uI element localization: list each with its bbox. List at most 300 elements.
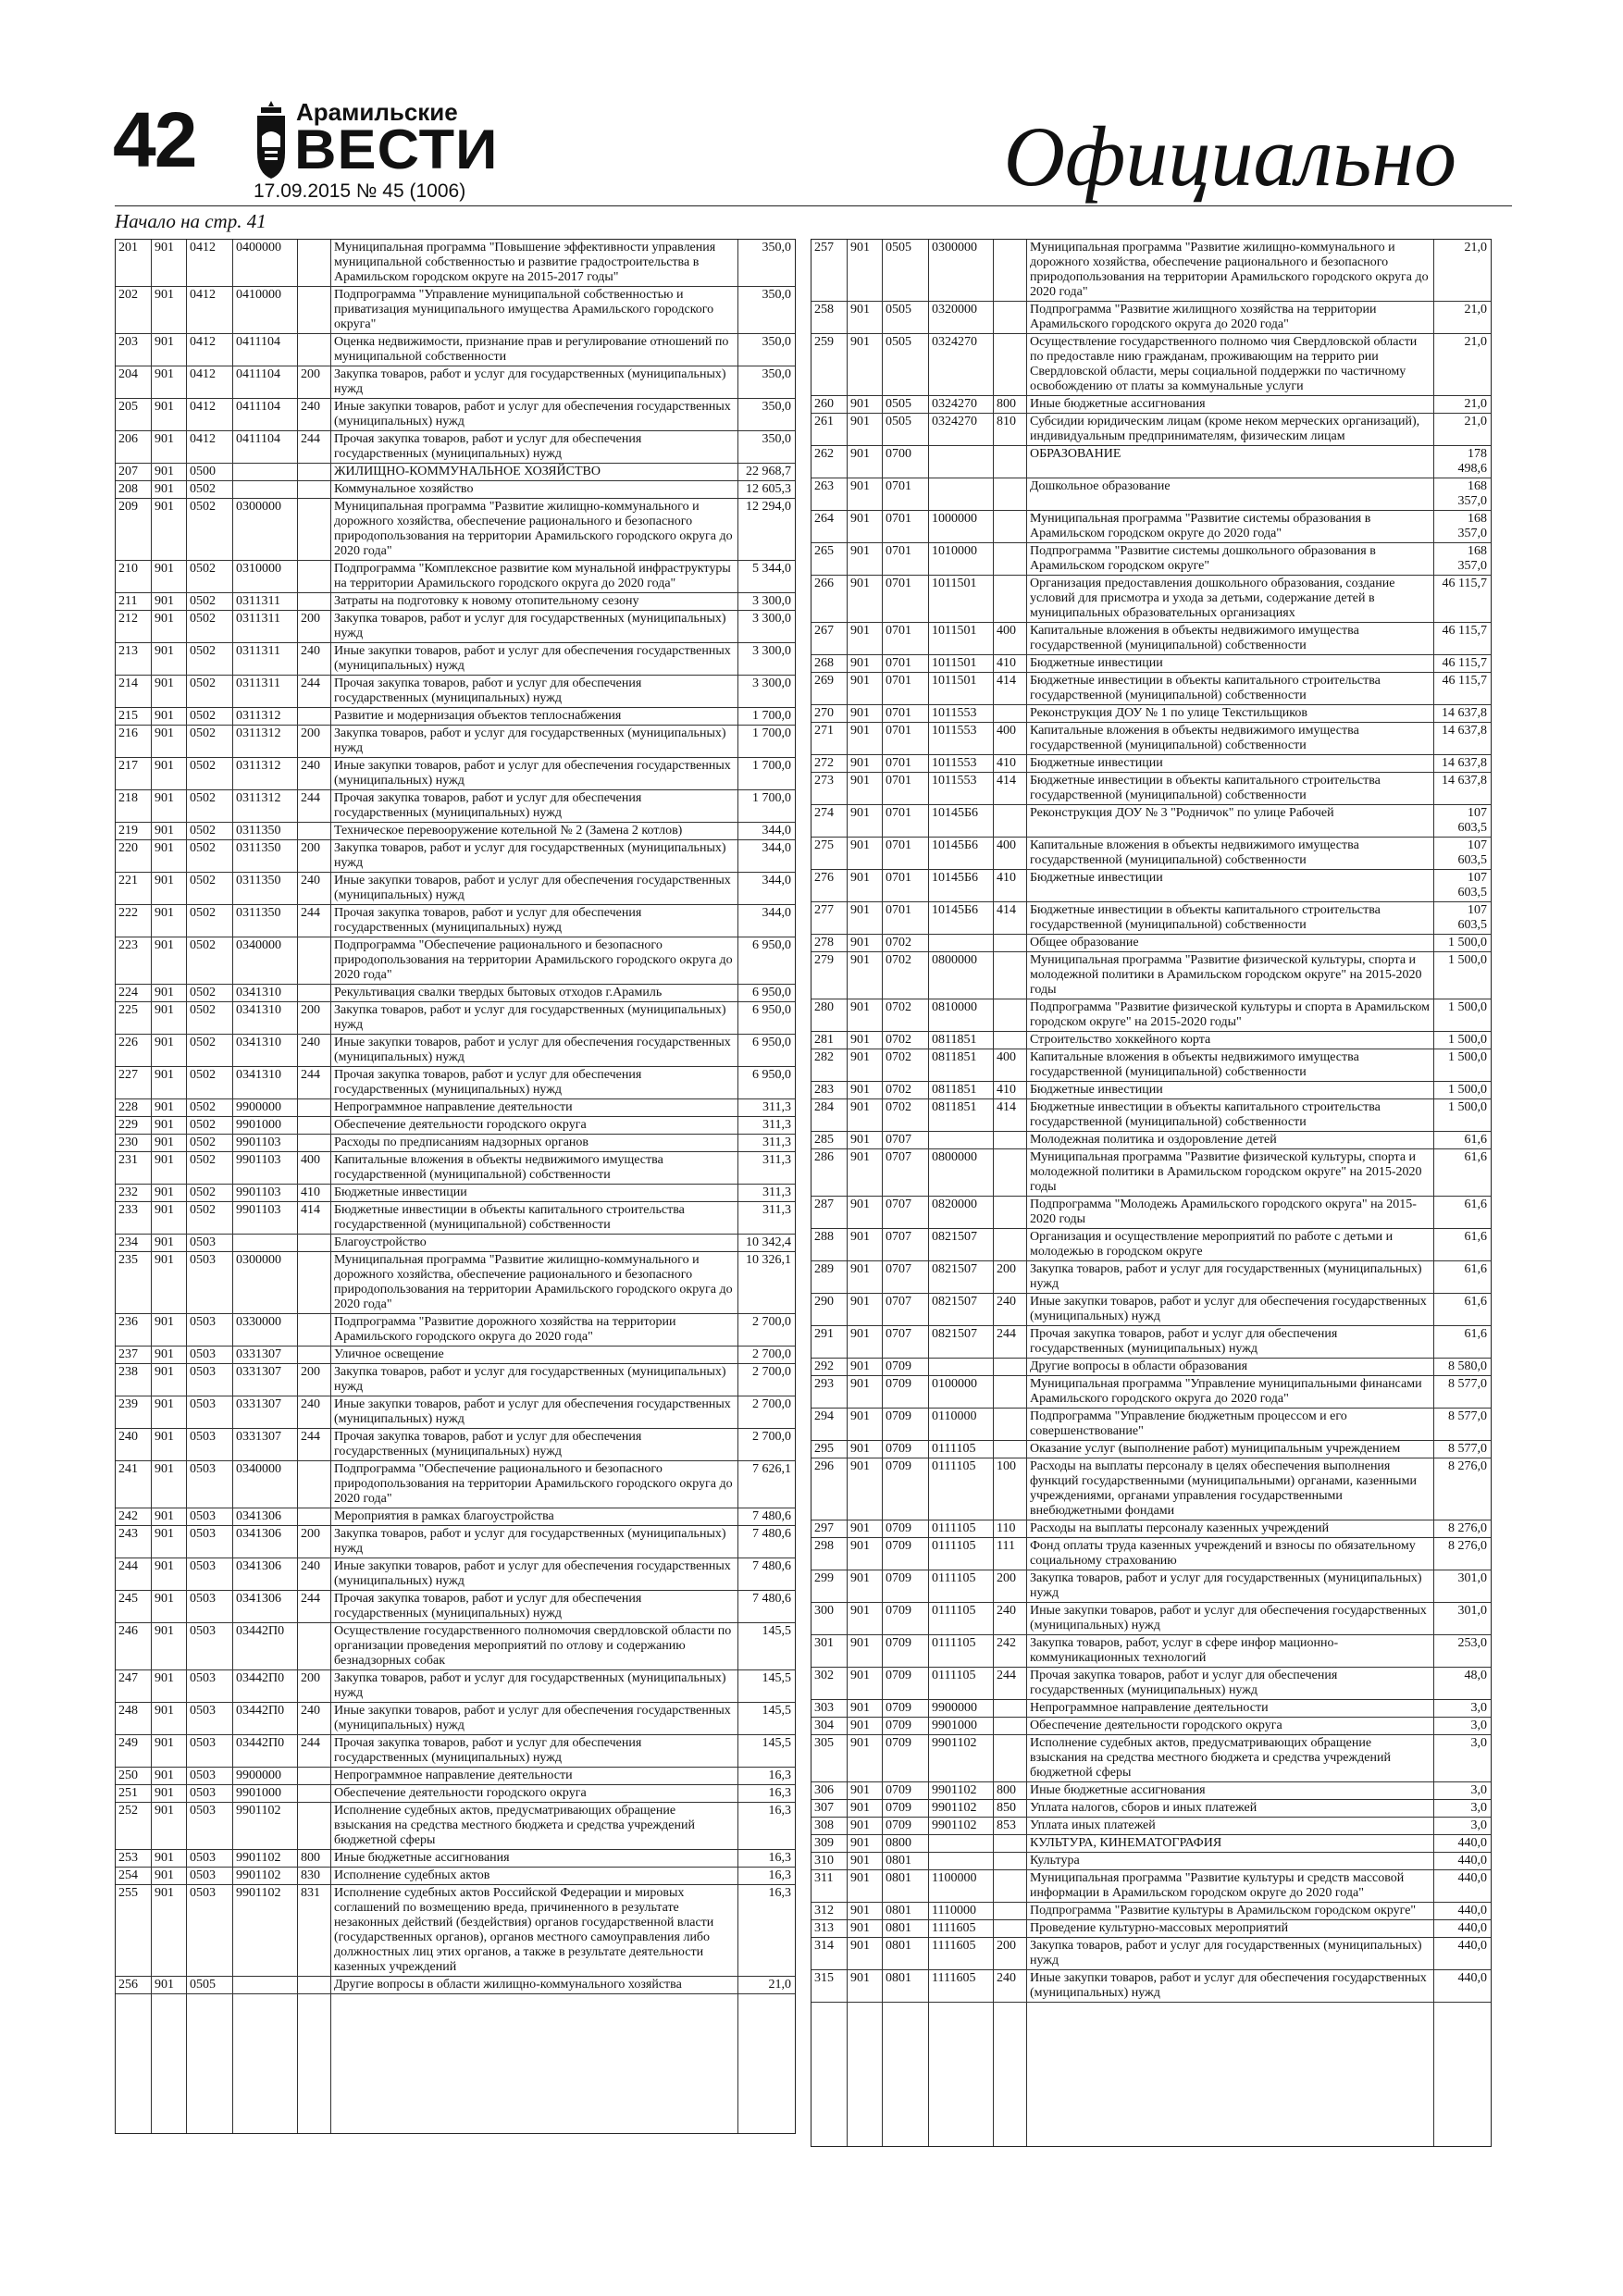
table-row xyxy=(116,1396,795,1429)
row-amount: 22 968,7 xyxy=(737,464,795,481)
code-type xyxy=(297,985,330,1002)
row-number: 275 xyxy=(812,838,847,870)
masthead xyxy=(113,88,1510,204)
row-description: Оказание услуг (выполнение работ) муниципальным учреждением xyxy=(1026,1441,1433,1458)
code-admin: 901 xyxy=(151,1314,186,1347)
row-description: Иные закупки товаров, работ и услуг для обеспечения государственных (муниципальных) нужд xyxy=(330,758,737,790)
row-description: Муниципальная программа "Управление муниципальными финансами Арамильского городского округа до 2020 года" xyxy=(1026,1376,1433,1409)
row-number: 253 xyxy=(116,1850,151,1868)
code-section: 0503 xyxy=(186,1461,232,1508)
code-type: 200 xyxy=(297,1670,330,1703)
row-description: Закупка товаров, работ и услуг для государственных (муниципальных) нужд xyxy=(330,611,737,643)
code-type: 400 xyxy=(993,838,1026,870)
code-target: 0111105 xyxy=(928,1668,993,1700)
code-section: 0502 xyxy=(186,1152,232,1185)
code-type xyxy=(297,1768,330,1785)
code-target: 0410000 xyxy=(232,287,297,334)
row-number: 225 xyxy=(116,1002,151,1035)
code-target: 1100000 xyxy=(928,1870,993,1903)
row-description: Муниципальная программа "Повышение эффективности управления муниципальной собственностью и развитие градостроительства в Арамильском городском округе на 2015-2017 годы" xyxy=(330,240,737,287)
code-type: 244 xyxy=(297,790,330,823)
row-number: 241 xyxy=(116,1461,151,1508)
code-target xyxy=(232,1235,297,1252)
code-type xyxy=(297,1347,330,1364)
row-description: Муниципальная программа "Развитие жилищно-коммунального и дорожного хозяйства, обеспечение рационального и безопасного природопользования на территории Арамильского городского округа до 2020 года" xyxy=(330,499,737,561)
code-admin: 901 xyxy=(847,655,882,673)
code-target: 0820000 xyxy=(928,1197,993,1229)
row-number: 228 xyxy=(116,1099,151,1117)
code-target: 1110000 xyxy=(928,1903,993,1920)
row-amount: 6 950,0 xyxy=(737,985,795,1002)
code-section: 0503 xyxy=(186,1735,232,1768)
row-amount: 3,0 xyxy=(1433,1718,1491,1735)
code-admin: 901 xyxy=(847,1800,882,1818)
table-row xyxy=(116,1252,795,1314)
row-amount: 3,0 xyxy=(1433,1800,1491,1818)
row-description: Исполнение судебных актов Российской Федерации и мировых соглашений по возмещению вреда, причиненного в результате незаконных действий (бездействия) органов государственной власти (государственных органов), органов местного самоуправления либо должностных лиц этих органов, а также в результате деятельности казенных учреждений xyxy=(330,1885,737,1977)
code-type xyxy=(993,478,1026,511)
code-section: 0502 xyxy=(186,790,232,823)
code-target: 9901102 xyxy=(928,1735,993,1782)
code-target: 0320000 xyxy=(928,302,993,334)
row-description: Подпрограмма "Комплексное развитие ком мунальной инфраструктуры на территории Арамильского городского округа до 2020 года" xyxy=(330,561,737,593)
row-description: Проведение культурно-массовых мероприятий xyxy=(1026,1920,1433,1938)
table-row xyxy=(812,1853,1491,1870)
code-section: 0701 xyxy=(882,543,928,576)
code-section: 0502 xyxy=(186,708,232,726)
row-amount: 2 700,0 xyxy=(737,1347,795,1364)
code-target: 0341306 xyxy=(232,1591,297,1623)
code-target: 03442П0 xyxy=(232,1670,297,1703)
table-row xyxy=(116,1977,795,1994)
page-number: 42 xyxy=(113,96,196,183)
table-row xyxy=(812,935,1491,952)
code-target: 9901102 xyxy=(928,1818,993,1835)
row-amount: 1 700,0 xyxy=(737,708,795,726)
code-target: 1111605 xyxy=(928,1938,993,1970)
row-description: Иные закупки товаров, работ и услуг для обеспечения государственных (муниципальных) нужд xyxy=(330,873,737,905)
code-target: 0331307 xyxy=(232,1347,297,1364)
code-section: 0702 xyxy=(882,999,928,1032)
code-section: 0709 xyxy=(882,1818,928,1835)
row-description: Реконструкция ДОУ № 3 "Родничок" по улице Рабочей xyxy=(1026,805,1433,838)
row-number: 240 xyxy=(116,1429,151,1461)
row-amount: 311,3 xyxy=(737,1135,795,1152)
row-amount: 311,3 xyxy=(737,1117,795,1135)
row-amount: 14 637,8 xyxy=(1433,723,1491,755)
section-title: Официально xyxy=(1003,109,1456,204)
code-target: 0811851 xyxy=(928,1099,993,1132)
code-admin: 901 xyxy=(847,1782,882,1800)
code-type: 200 xyxy=(297,726,330,758)
row-amount: 3 300,0 xyxy=(737,643,795,676)
code-type xyxy=(993,1149,1026,1197)
code-type: 200 xyxy=(297,1002,330,1035)
code-section: 0502 xyxy=(186,758,232,790)
row-amount: 350,0 xyxy=(737,334,795,366)
code-section: 0801 xyxy=(882,1870,928,1903)
code-type: 410 xyxy=(993,655,1026,673)
code-admin: 901 xyxy=(151,593,186,611)
code-type: 200 xyxy=(297,1364,330,1396)
code-admin: 901 xyxy=(151,1202,186,1235)
code-admin: 901 xyxy=(847,952,882,999)
table-row xyxy=(116,481,795,499)
row-number: 285 xyxy=(812,1132,847,1149)
row-description: Расходы по предписаниям надзорных органов xyxy=(330,1135,737,1152)
code-admin: 901 xyxy=(151,1735,186,1768)
table-row xyxy=(116,790,795,823)
row-amount: 16,3 xyxy=(737,1850,795,1868)
row-description: Молодежная политика и оздоровление детей xyxy=(1026,1132,1433,1149)
code-type: 810 xyxy=(993,414,1026,446)
row-number: 205 xyxy=(116,399,151,431)
code-target: 1111605 xyxy=(928,1920,993,1938)
table-row xyxy=(116,1202,795,1235)
code-type xyxy=(993,1032,1026,1049)
code-section: 0801 xyxy=(882,1938,928,1970)
row-amount: 61,6 xyxy=(1433,1229,1491,1261)
table-row xyxy=(116,905,795,937)
row-number: 219 xyxy=(116,823,151,840)
row-number: 261 xyxy=(812,414,847,446)
code-target: 0411104 xyxy=(232,399,297,431)
code-admin: 901 xyxy=(847,1718,882,1735)
code-section: 0709 xyxy=(882,1718,928,1735)
row-amount: 21,0 xyxy=(1433,396,1491,414)
code-type: 200 xyxy=(993,1261,1026,1294)
code-admin: 901 xyxy=(151,937,186,985)
row-description: Расходы на выплаты персоналу в целях обеспечения выполнения функций государственными (муниципальными) органами, казенными учреждениями, органами управления государственными внебюджетными фондами xyxy=(1026,1458,1433,1520)
row-amount: 46 115,7 xyxy=(1433,576,1491,623)
row-number: 243 xyxy=(116,1526,151,1558)
code-target xyxy=(928,935,993,952)
code-type: 240 xyxy=(297,873,330,905)
code-type xyxy=(297,1235,330,1252)
row-number: 259 xyxy=(812,334,847,396)
code-admin: 901 xyxy=(151,823,186,840)
code-section: 0502 xyxy=(186,593,232,611)
table-row xyxy=(812,723,1491,755)
row-amount: 61,6 xyxy=(1433,1326,1491,1359)
code-target: 0311350 xyxy=(232,873,297,905)
row-amount: 7 480,6 xyxy=(737,1591,795,1623)
row-amount: 301,0 xyxy=(1433,1570,1491,1603)
code-section: 0702 xyxy=(882,1049,928,1082)
code-admin: 901 xyxy=(151,611,186,643)
code-section: 0702 xyxy=(882,935,928,952)
code-admin: 901 xyxy=(151,1670,186,1703)
code-admin: 901 xyxy=(847,723,882,755)
table-row xyxy=(116,758,795,790)
code-section: 0702 xyxy=(882,1099,928,1132)
code-admin: 901 xyxy=(847,414,882,446)
code-section: 0505 xyxy=(882,396,928,414)
code-section: 0502 xyxy=(186,905,232,937)
code-section: 0502 xyxy=(186,937,232,985)
code-section: 0709 xyxy=(882,1409,928,1441)
code-section: 0709 xyxy=(882,1782,928,1800)
row-description: Непрограммное направление деятельности xyxy=(330,1099,737,1117)
code-type: 200 xyxy=(297,611,330,643)
code-admin: 901 xyxy=(847,1132,882,1149)
row-number: 283 xyxy=(812,1082,847,1099)
code-target: 0811851 xyxy=(928,1049,993,1082)
row-description: Подпрограмма "Развитие системы дошкольного образования в Арамильском городском округе" xyxy=(1026,543,1433,576)
code-target: 9901102 xyxy=(232,1868,297,1885)
row-number: 237 xyxy=(116,1347,151,1364)
table-row xyxy=(116,1152,795,1185)
code-type: 850 xyxy=(993,1800,1026,1818)
row-amount: 311,3 xyxy=(737,1185,795,1202)
code-target: 0324270 xyxy=(928,334,993,396)
row-description: Прочая закупка товаров, работ и услуг для обеспечения государственных (муниципальных) нужд xyxy=(330,905,737,937)
code-section: 0801 xyxy=(882,1920,928,1938)
code-target: 0400000 xyxy=(232,240,297,287)
code-admin: 901 xyxy=(847,870,882,902)
code-admin: 901 xyxy=(151,1508,186,1526)
code-target: 0111105 xyxy=(928,1603,993,1635)
code-target: 0311312 xyxy=(232,758,297,790)
code-target: 0411104 xyxy=(232,366,297,399)
row-number: 282 xyxy=(812,1049,847,1082)
row-amount: 3,0 xyxy=(1433,1700,1491,1718)
code-section: 0503 xyxy=(186,1364,232,1396)
code-admin: 901 xyxy=(847,1082,882,1099)
code-section: 0503 xyxy=(186,1526,232,1558)
code-section: 0701 xyxy=(882,511,928,543)
row-description: Обеспечение деятельности городского округа xyxy=(330,1117,737,1135)
code-section: 0412 xyxy=(186,399,232,431)
table-row xyxy=(812,1261,1491,1294)
code-target: 9901102 xyxy=(232,1803,297,1850)
table-row xyxy=(812,1197,1491,1229)
code-admin: 901 xyxy=(151,1703,186,1735)
row-amount: 3,0 xyxy=(1433,1735,1491,1782)
code-admin: 901 xyxy=(847,902,882,935)
row-description: Иные закупки товаров, работ и услуг для обеспечения государственных (муниципальных) нужд xyxy=(1026,1970,1433,2003)
code-target: 0311350 xyxy=(232,905,297,937)
table-row xyxy=(812,1032,1491,1049)
code-target: 0311312 xyxy=(232,708,297,726)
table-row xyxy=(812,511,1491,543)
row-number: 269 xyxy=(812,673,847,705)
code-target: 0341310 xyxy=(232,985,297,1002)
row-number: 265 xyxy=(812,543,847,576)
code-target: 1011553 xyxy=(928,755,993,773)
table-row xyxy=(812,543,1491,576)
code-target: 0331307 xyxy=(232,1429,297,1461)
row-description: Закупка товаров, работ и услуг для государственных (муниципальных) нужд xyxy=(330,366,737,399)
code-section: 0702 xyxy=(882,1082,928,1099)
code-type xyxy=(297,1803,330,1850)
row-number: 257 xyxy=(812,240,847,302)
code-section: 0709 xyxy=(882,1800,928,1818)
continued-note: Начало на стр. 41 xyxy=(115,210,266,232)
code-admin: 901 xyxy=(847,334,882,396)
row-description: Подпрограмма "Обеспечение рационального и безопасного природопользования на территории Арамильского городского округа до 2020 года" xyxy=(330,1461,737,1508)
row-amount: 7 626,1 xyxy=(737,1461,795,1508)
code-target: 0311311 xyxy=(232,676,297,708)
code-type xyxy=(297,937,330,985)
code-admin: 901 xyxy=(847,1818,882,1835)
code-admin: 901 xyxy=(151,726,186,758)
row-number: 223 xyxy=(116,937,151,985)
code-target: 0324270 xyxy=(928,414,993,446)
row-number: 294 xyxy=(812,1409,847,1441)
row-amount: 21,0 xyxy=(1433,240,1491,302)
code-type xyxy=(297,1117,330,1135)
code-admin: 901 xyxy=(151,240,186,287)
row-description: Закупка товаров, работ и услуг для государственных (муниципальных) нужд xyxy=(1026,1261,1433,1294)
row-description: Техническое перевооружение котельной № 2 (Замена 2 котлов) xyxy=(330,823,737,840)
code-section: 0412 xyxy=(186,334,232,366)
row-amount: 6 950,0 xyxy=(737,1067,795,1099)
row-number: 272 xyxy=(812,755,847,773)
row-number: 222 xyxy=(116,905,151,937)
row-amount: 12 605,3 xyxy=(737,481,795,499)
code-target: 0800000 xyxy=(928,952,993,999)
code-section: 0503 xyxy=(186,1703,232,1735)
row-description: Иные закупки товаров, работ и услуг для обеспечения государственных (муниципальных) нужд xyxy=(1026,1294,1433,1326)
code-target: 9900000 xyxy=(928,1700,993,1718)
row-amount: 8 276,0 xyxy=(1433,1538,1491,1570)
row-amount: 440,0 xyxy=(1433,1853,1491,1870)
code-target: 0110000 xyxy=(928,1409,993,1441)
code-target: 0341310 xyxy=(232,1002,297,1035)
code-target: 9900000 xyxy=(232,1099,297,1117)
code-type xyxy=(297,1252,330,1314)
code-admin: 901 xyxy=(847,1099,882,1132)
row-number: 291 xyxy=(812,1326,847,1359)
row-amount: 14 637,8 xyxy=(1433,755,1491,773)
code-admin: 901 xyxy=(847,1359,882,1376)
row-amount: 7 480,6 xyxy=(737,1526,795,1558)
code-target: 0311350 xyxy=(232,823,297,840)
row-amount: 440,0 xyxy=(1433,1903,1491,1920)
table-row xyxy=(812,1520,1491,1538)
code-target: 9901102 xyxy=(232,1850,297,1868)
row-amount: 10 342,4 xyxy=(737,1235,795,1252)
code-section: 0503 xyxy=(186,1396,232,1429)
code-type: 410 xyxy=(297,1185,330,1202)
code-admin: 901 xyxy=(847,446,882,478)
code-type xyxy=(297,1977,330,1994)
code-admin: 901 xyxy=(847,1229,882,1261)
code-section: 0412 xyxy=(186,287,232,334)
table-row xyxy=(812,1376,1491,1409)
row-number: 252 xyxy=(116,1803,151,1850)
code-admin: 901 xyxy=(847,1853,882,1870)
code-type: 800 xyxy=(993,1782,1026,1800)
code-type xyxy=(993,1903,1026,1920)
table-row xyxy=(116,873,795,905)
row-amount: 8 577,0 xyxy=(1433,1376,1491,1409)
table-row xyxy=(116,431,795,464)
row-description: Закупка товаров, работ и услуг для государственных (муниципальных) нужд xyxy=(330,840,737,873)
code-admin: 901 xyxy=(151,1235,186,1252)
code-section: 0709 xyxy=(882,1538,928,1570)
table-row xyxy=(812,302,1491,334)
code-target: 0800000 xyxy=(928,1149,993,1197)
code-section: 0502 xyxy=(186,611,232,643)
row-description: Прочая закупка товаров, работ и услуг для обеспечения государственных (муниципальных) нужд xyxy=(330,790,737,823)
row-description: Подпрограмма "Развитие физической культуры и спорта в Арамильском городском округе" на 2015-2020 годы" xyxy=(1026,999,1433,1032)
row-description: Бюджетные инвестиции в объекты капитального строительства государственной (муниципальной) собственности xyxy=(1026,1099,1433,1132)
code-type: 240 xyxy=(297,1035,330,1067)
code-section: 0502 xyxy=(186,1135,232,1152)
code-section: 0801 xyxy=(882,1853,928,1870)
code-type xyxy=(993,1853,1026,1870)
row-description: Культура xyxy=(1026,1853,1433,1870)
row-number: 247 xyxy=(116,1670,151,1703)
table-row xyxy=(812,1835,1491,1853)
code-target: 10145Б6 xyxy=(928,870,993,902)
row-amount: 8 276,0 xyxy=(1433,1520,1491,1538)
code-target: 9901103 xyxy=(232,1202,297,1235)
code-target: 0330000 xyxy=(232,1314,297,1347)
row-amount: 350,0 xyxy=(737,240,795,287)
row-amount: 10 326,1 xyxy=(737,1252,795,1314)
code-admin: 901 xyxy=(151,1591,186,1623)
code-admin: 901 xyxy=(847,240,882,302)
row-description: Иные закупки товаров, работ и услуг для обеспечения государственных (муниципальных) нужд xyxy=(330,1035,737,1067)
table-row xyxy=(812,902,1491,935)
code-admin: 901 xyxy=(151,1067,186,1099)
row-description: Благоустройство xyxy=(330,1235,737,1252)
code-section: 0502 xyxy=(186,1202,232,1235)
code-section: 0800 xyxy=(882,1835,928,1853)
row-amount: 16,3 xyxy=(737,1803,795,1850)
code-admin: 901 xyxy=(847,1520,882,1538)
code-admin: 901 xyxy=(151,1135,186,1152)
code-target: 9901102 xyxy=(232,1885,297,1977)
row-description: Муниципальная программа "Развитие культуры и средств массовой информации в Арамильском городском округе до 2020 года" xyxy=(1026,1870,1433,1903)
code-target xyxy=(232,481,297,499)
row-amount: 6 950,0 xyxy=(737,937,795,985)
table-row xyxy=(116,840,795,873)
row-number: 232 xyxy=(116,1185,151,1202)
code-section: 0707 xyxy=(882,1197,928,1229)
header-rule xyxy=(115,205,1512,206)
row-description: Прочая закупка товаров, работ и услуг для обеспечения государственных (муниципальных) нужд xyxy=(1026,1326,1433,1359)
code-admin: 901 xyxy=(151,1396,186,1429)
code-type xyxy=(297,593,330,611)
code-admin: 901 xyxy=(151,758,186,790)
table-row xyxy=(812,1049,1491,1082)
table-row xyxy=(812,240,1491,302)
code-type: 240 xyxy=(297,643,330,676)
code-section: 0701 xyxy=(882,705,928,723)
row-description: Расходы на выплаты персоналу казенных учреждений xyxy=(1026,1520,1433,1538)
code-type: 200 xyxy=(297,840,330,873)
code-section: 0503 xyxy=(186,1670,232,1703)
table-row xyxy=(116,676,795,708)
row-amount: 344,0 xyxy=(737,840,795,873)
code-admin: 901 xyxy=(847,1970,882,2003)
code-target: 1011501 xyxy=(928,655,993,673)
code-section: 0709 xyxy=(882,1376,928,1409)
code-type: 414 xyxy=(297,1202,330,1235)
row-description: Капитальные вложения в объекты недвижимого имущества государственной (муниципальной) собственности xyxy=(330,1152,737,1185)
row-number: 270 xyxy=(812,705,847,723)
code-admin: 901 xyxy=(847,1458,882,1520)
code-type: 240 xyxy=(297,1396,330,1429)
code-section: 0709 xyxy=(882,1635,928,1668)
code-admin: 901 xyxy=(847,1570,882,1603)
code-admin: 901 xyxy=(847,1835,882,1853)
row-amount: 145,5 xyxy=(737,1703,795,1735)
